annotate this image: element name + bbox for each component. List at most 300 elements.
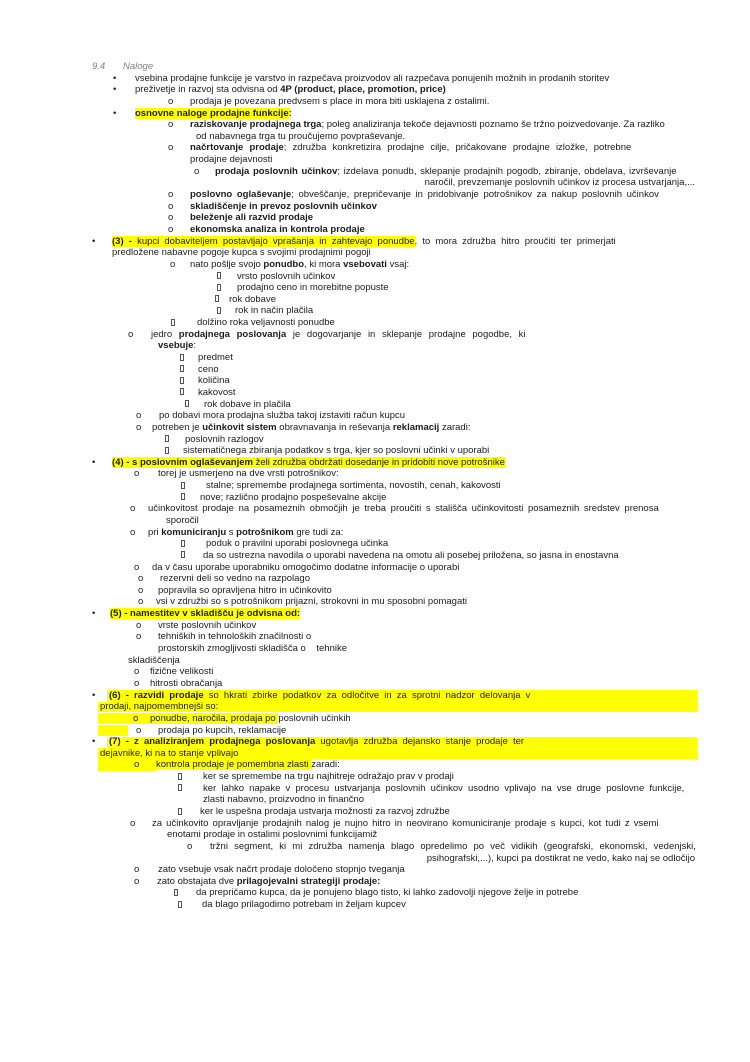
text-line	[0, 305, 750, 317]
circle-marker: o	[130, 817, 136, 829]
text-run: učinkovitost prodaje na posameznih območjih je treba proučiti s stališča učinkovitosti posameznih sredstev prenosa	[148, 503, 659, 515]
circle-marker: o	[138, 584, 144, 596]
text-line	[0, 73, 750, 85]
text-run: količina	[198, 375, 230, 387]
text-run: poslovnih učinkih	[278, 712, 351, 724]
circle-marker: o	[130, 526, 136, 538]
line-text	[167, 829, 377, 841]
circle-marker: o	[138, 596, 144, 608]
text-line	[0, 841, 750, 853]
line-text	[190, 119, 665, 131]
empty-box-bullet-icon	[180, 364, 184, 376]
line-text	[190, 212, 313, 224]
circle-marker: o	[168, 142, 174, 154]
text-line	[0, 678, 750, 690]
line-text	[206, 538, 388, 550]
text-run: tržni segment, ki mi združba namenja blago opredelimo po več vidikih (geografski, ekonomski, vedenjski,	[210, 840, 696, 852]
line-text	[152, 562, 459, 574]
text-run: , ki mora	[304, 258, 344, 270]
text-run: naročil, prevzemanje poslovnih učinkov iz procesa ustvarjanja,...	[424, 177, 695, 189]
circle-marker: o	[168, 200, 174, 212]
line-text	[190, 201, 377, 213]
text-run: preživetje in razvoj sta odvisna od	[135, 84, 281, 96]
highlighted-text-run: poslovnim oglaševanjem	[139, 456, 253, 468]
text-line	[0, 84, 750, 96]
text-run: (7) - z analiziranjem prodajnega poslovanja	[109, 736, 316, 748]
text-line	[0, 96, 750, 108]
text-run: stalne; spremembe prodajnega sortimenta, novostih, cenah, kakovosti	[206, 480, 501, 492]
text-run: rezervni deli so vedno na razpolago	[160, 573, 310, 585]
line-text	[190, 189, 659, 201]
bullet-marker: •	[92, 689, 96, 701]
text-run: vsaj:	[386, 258, 410, 270]
text-run: ponudbo	[263, 258, 305, 270]
empty-box-bullet-icon	[215, 294, 219, 306]
line-text	[203, 771, 454, 783]
text-run: prodaji, najpomembnejši so:	[100, 701, 219, 713]
text-run: dolžino roka veljavnosti ponudbe	[197, 317, 335, 329]
line-text	[152, 818, 659, 830]
line-text	[156, 759, 340, 771]
line-text	[158, 643, 347, 655]
text-run: da prepričamo kupca, da je ponujeno blago tisto, ki lahko zadovolji njegove želje in potrebe	[196, 887, 579, 899]
empty-box-bullet-icon	[180, 387, 184, 399]
document-body	[0, 61, 750, 911]
line-text	[196, 131, 405, 143]
text-run: psihografski,...), kupci pa dostikrat ne vedo, kako naj se odločijo	[426, 852, 695, 864]
text-run: za učinkovito opravljanje prodajnih nalog je nujno hitro in neovirano komuniciranje prodaje s kupci, kot tudi z vsemi	[152, 817, 659, 829]
circle-marker: o	[128, 328, 134, 340]
section-number: 9.4	[92, 61, 106, 72]
text-run: 4P (product, place, promotion, price)	[280, 84, 446, 96]
line-text	[148, 503, 659, 515]
text-run: da blago prilagodimo potrebam in željam kupcev	[202, 899, 406, 911]
line-text	[150, 666, 213, 678]
line-text	[206, 480, 501, 492]
text-line	[0, 177, 750, 189]
text-line	[0, 201, 750, 213]
text-run: ; poleg analiziranja tekoče dejavnosti poznamo še tržno poizvedovanje. Za razliko	[321, 119, 665, 131]
line-text	[109, 690, 530, 702]
text-run: načrtovanje prodaje	[190, 142, 284, 154]
text-run: prodaja je povezana predvsem s place in mora biti usklajena z ostalimi.	[190, 95, 490, 107]
text-run: poslovno oglaševanje	[190, 189, 292, 201]
line-text	[110, 608, 300, 620]
circle-marker: o	[138, 573, 144, 585]
line-text	[158, 585, 332, 597]
text-line	[0, 887, 750, 899]
circle-marker: o	[170, 258, 176, 270]
text-run: nato pošlje svojo	[190, 258, 264, 270]
text-line	[0, 701, 750, 713]
text-run: beleženje ali razvid prodaje	[190, 212, 314, 224]
text-run: :	[288, 107, 292, 119]
line-text	[158, 725, 286, 737]
text-line	[0, 713, 750, 725]
line-text	[235, 305, 313, 317]
line-text	[198, 364, 219, 376]
text-line	[0, 410, 750, 422]
line-text	[112, 457, 505, 469]
empty-box-bullet-icon	[217, 271, 221, 283]
circle-marker: o	[136, 410, 142, 422]
empty-box-bullet-icon	[178, 771, 182, 783]
line-text	[203, 783, 684, 795]
empty-box-bullet-icon	[181, 550, 185, 562]
text-run: ker se spremembe na trgu najhitreje odražajo prav v prodaji	[203, 771, 454, 783]
text-run: zato vsebuje vsak načrt prodaje določeno stopnjo tveganja	[158, 864, 405, 876]
circle-marker: o	[194, 165, 200, 177]
line-text	[152, 422, 470, 434]
circle-marker: o	[133, 712, 139, 724]
line-text	[166, 515, 199, 527]
bullet-marker: •	[92, 608, 96, 620]
empty-box-bullet-icon	[181, 492, 185, 504]
empty-box-bullet-icon	[174, 887, 178, 899]
line-text	[237, 282, 389, 294]
text-run: sistematičnega zbiranja podatkov s trga, kjer so poslovni učinki v uporabi	[183, 445, 490, 457]
text-line	[0, 806, 750, 818]
circle-marker: o	[134, 864, 140, 876]
line-text	[109, 736, 524, 748]
line-text	[158, 340, 196, 352]
line-text	[427, 853, 695, 865]
text-line	[0, 538, 750, 550]
line-text	[185, 434, 264, 446]
line-text	[112, 247, 371, 259]
text-run: vrsto poslovnih učinkov	[237, 270, 336, 282]
text-line	[0, 259, 750, 271]
highlighted-text-run: ponudbe, naročila, prodaja po	[150, 712, 279, 724]
empty-box-bullet-icon	[181, 480, 185, 492]
text-line	[0, 468, 750, 480]
text-line	[0, 224, 750, 236]
text-run: enotami prodaje in ostalimi poslovnimi funkcijamiž	[167, 829, 378, 841]
text-run: zaradi:	[439, 421, 471, 433]
text-line	[0, 131, 750, 143]
text-run: ker lahko napake v procesu ustvarjanja poslovnih učinkov usodno vplivajo na vse druge poslovne funkcije,	[203, 782, 685, 794]
circle-marker: o	[134, 468, 140, 480]
empty-box-bullet-icon	[178, 783, 182, 795]
line-text	[158, 631, 311, 643]
text-run: prodajnega poslovanja	[178, 328, 287, 340]
text-run: , to mora združba hitro proučiti ter primerjati	[414, 235, 616, 247]
text-line	[0, 329, 750, 341]
text-run: zaradi:	[311, 759, 340, 771]
line-text	[135, 84, 446, 96]
text-run: popravila so opravljena hitro in učinkovito	[158, 584, 332, 596]
text-line	[0, 282, 750, 294]
text-line	[0, 585, 750, 597]
line-text	[237, 271, 335, 283]
line-text	[198, 387, 236, 399]
empty-box-bullet-icon	[178, 899, 182, 911]
text-run: vsebuje	[158, 340, 194, 352]
text-run: dejavnike, ki na to stanje vplivajo	[100, 747, 239, 759]
line-text	[159, 410, 405, 422]
text-run: prodajno ceno in morebitne popuste	[237, 282, 389, 294]
circle-marker: o	[134, 759, 140, 771]
line-text	[229, 294, 276, 306]
circle-marker: o	[130, 503, 136, 515]
text-line	[0, 212, 750, 224]
circle-marker: o	[134, 666, 140, 678]
text-line	[0, 631, 750, 643]
text-line	[0, 550, 750, 562]
line-text	[425, 177, 695, 189]
line-text	[210, 841, 696, 853]
text-run: vsi v združbi so s potrošnikom prijazni, strokovni in mu sposobni pomagati	[156, 596, 467, 608]
empty-box-bullet-icon	[171, 317, 175, 329]
text-line	[0, 608, 750, 620]
line-text	[158, 864, 405, 876]
line-text	[100, 748, 238, 760]
line-text	[190, 259, 409, 271]
bullet-marker: •	[113, 72, 117, 84]
text-line	[0, 503, 750, 515]
highlighted-text-run: kontrola prodaje je pomembna zlasti	[156, 759, 312, 771]
line-text	[204, 399, 291, 411]
circle-marker: o	[136, 724, 142, 736]
line-text	[135, 108, 292, 120]
line-text	[150, 713, 351, 725]
text-line	[0, 596, 750, 608]
circle-marker: o	[168, 189, 174, 201]
bullet-marker: •	[113, 107, 117, 119]
circle-marker: o	[134, 875, 140, 887]
text-line	[0, 515, 750, 527]
text-run: vsebovati	[343, 258, 387, 270]
circle-marker: o	[134, 561, 140, 573]
highlighted-text-run: (5) - namestitev v skladišču je odvisna od:	[110, 608, 301, 620]
text-line	[0, 829, 750, 841]
empty-box-bullet-icon	[185, 399, 189, 411]
text-line	[0, 759, 750, 771]
highlighted-text-run: kupci dobaviteljem postavljajo vprašanja in zahtevajo ponudbe	[137, 235, 415, 247]
line-text	[157, 876, 380, 888]
highlighted-text-run: (4) - s	[112, 456, 140, 468]
text-run: hitrosti obračanja	[150, 677, 223, 689]
text-run: obravnavanja in reševanja	[276, 421, 393, 433]
text-run: rok dobave	[229, 293, 277, 305]
line-text	[203, 550, 619, 562]
text-run: Naloge	[123, 61, 154, 72]
text-line	[0, 794, 750, 806]
text-run: prodaja poslovnih učinkov	[215, 165, 338, 177]
text-run: vrste poslovnih učinkov	[158, 619, 257, 631]
highlighted-text-run: osnovne naloge prodajne funkcije	[135, 107, 289, 119]
text-line	[0, 725, 750, 737]
empty-box-bullet-icon	[180, 375, 184, 387]
text-run: od nabavnega trga tu proučujemo povpraševanje.	[196, 130, 406, 142]
text-run: tehniških in tehnoloških značilnosti o	[158, 631, 312, 643]
line-text	[200, 492, 386, 504]
text-run: kakovost	[198, 386, 236, 398]
text-line	[0, 480, 750, 492]
bullet-marker: •	[92, 736, 96, 748]
text-line	[0, 562, 750, 574]
text-run: zlasti nabavno, proizvodno in finančno	[203, 794, 365, 806]
text-run: prodaja po kupcih, reklamacije	[158, 724, 287, 736]
line-text	[160, 573, 310, 585]
line-text	[135, 73, 609, 85]
text-line	[0, 748, 750, 760]
text-run: ekonomska analiza in kontrola prodaje	[190, 223, 365, 235]
text-run: (6) - razvidi prodaje	[109, 689, 204, 701]
circle-marker: o	[134, 677, 140, 689]
line-text	[100, 701, 218, 713]
section-heading	[0, 61, 750, 73]
text-run: so hkrati zbirke podatkov za odločitve in za sprotni nadzor delovanja v	[203, 689, 531, 701]
text-run: rok in način plačila	[235, 305, 314, 317]
section-title	[123, 61, 153, 73]
line-text	[151, 329, 526, 341]
text-line	[0, 142, 750, 154]
text-run: torej je usmerjeno na dve vrsti potrošnikov:	[158, 468, 339, 480]
text-run: po dobavi mora prodajna služba takoj izstaviti račun kupcu	[159, 410, 406, 422]
text-run: jedro	[151, 328, 179, 340]
circle-marker: o	[136, 631, 142, 643]
text-line	[0, 271, 750, 283]
line-text	[190, 96, 489, 108]
text-line	[0, 492, 750, 504]
text-run: prilagojevalni strategiji prodaje:	[236, 875, 381, 887]
text-run: reklamacij	[392, 421, 440, 433]
line-text	[202, 899, 406, 911]
text-line	[0, 573, 750, 585]
text-run: komuniciranju	[161, 526, 227, 538]
text-run: učinkovit sistem	[202, 421, 277, 433]
text-line	[0, 422, 750, 434]
highlight-bar	[98, 713, 152, 724]
line-text	[196, 887, 578, 899]
circle-marker: o	[136, 619, 142, 631]
text-line	[0, 189, 750, 201]
line-text	[158, 620, 256, 632]
text-run: :	[193, 340, 197, 352]
text-run: prostorskih zmogljivosti skladišča o tehnike	[158, 643, 348, 655]
line-text	[190, 142, 631, 154]
empty-box-bullet-icon	[165, 434, 169, 446]
text-line	[0, 457, 750, 469]
text-run: raziskovanje prodajnega trga	[190, 119, 322, 131]
text-line	[0, 818, 750, 830]
text-run: ker le uspešna prodaja ustvarja možnosti za razvoj združbe	[200, 806, 450, 817]
text-run: vsebina prodajne funkcije je varstvo in razpečava proizvodov ali razpečava ponujenih možnih in prodanih storitev	[135, 72, 610, 84]
text-line	[0, 620, 750, 632]
empty-box-bullet-icon	[165, 445, 169, 457]
text-run: nove; različno prodajno pospeševalne akcije	[200, 491, 387, 503]
text-line	[0, 527, 750, 539]
line-text	[200, 806, 450, 818]
text-line	[0, 783, 750, 795]
circle-marker: o	[168, 95, 174, 107]
text-line	[0, 445, 750, 457]
text-run: sporočil	[166, 514, 199, 526]
text-run: predmet	[198, 352, 233, 364]
bullet-marker: •	[92, 456, 96, 468]
line-text	[128, 655, 180, 667]
line-text	[190, 154, 272, 166]
bullet-marker: •	[113, 84, 117, 96]
circle-marker: o	[168, 119, 174, 131]
text-line	[0, 864, 750, 876]
text-line	[0, 853, 750, 865]
text-run: da v času uporabe uporabniku omogočimo dodatne informacije o uporabi	[152, 561, 460, 573]
line-text	[190, 224, 365, 236]
line-text	[112, 236, 616, 248]
text-run: zato obstajata dve	[157, 875, 237, 887]
text-run: ceno	[198, 363, 219, 375]
highlight-bar	[98, 760, 156, 771]
line-text	[158, 468, 339, 480]
text-line	[0, 108, 750, 120]
text-line	[0, 294, 750, 306]
empty-box-bullet-icon	[217, 305, 221, 317]
text-line	[0, 364, 750, 376]
text-run: ; izdelava ponudb, sklepanje prodajnih pogodb, zbiranje, obdelava, izvrševanje	[337, 165, 677, 177]
text-run: ; združba konkretizira prodajne cilje, pričakovane prodajne izložke, potrebne	[283, 142, 632, 154]
text-run: poduk o pravilni uporabi poslovnega učinka	[206, 538, 389, 550]
text-line	[0, 375, 750, 387]
text-line	[0, 317, 750, 329]
text-run: predložene nabavne pogoje kupca s svojimi prodajnimi pogoji	[112, 247, 371, 259]
text-line	[0, 434, 750, 446]
line-text	[215, 166, 677, 178]
line-text	[198, 375, 230, 387]
text-run: s	[226, 526, 237, 538]
text-run: poslovnih razlogov	[185, 433, 264, 445]
line-text	[148, 527, 343, 539]
text-line	[0, 236, 750, 248]
text-run: prodajne dejavnosti	[190, 154, 273, 166]
line-text	[183, 445, 489, 457]
text-line	[0, 643, 750, 655]
empty-box-bullet-icon	[181, 538, 185, 550]
circle-marker: o	[136, 421, 142, 433]
line-text	[150, 678, 222, 690]
text-run: ugotavlja združba dejansko stanje prodaje ter	[315, 736, 525, 748]
highlighted-text-run: (3) -	[112, 235, 138, 247]
line-text	[156, 596, 467, 608]
circle-marker: o	[168, 223, 174, 235]
text-line	[0, 690, 750, 702]
empty-box-bullet-icon	[180, 352, 184, 364]
text-line	[0, 154, 750, 166]
text-run: rok dobave in plačila	[204, 398, 291, 410]
text-line	[0, 655, 750, 667]
text-line	[0, 771, 750, 783]
text-line	[0, 247, 750, 259]
text-line	[0, 119, 750, 131]
highlight-bar	[98, 725, 128, 736]
text-run: gre tudi za:	[293, 526, 344, 538]
text-line	[0, 166, 750, 178]
highlighted-text-run: želi združba obdržati dosedanje in pridobiti nove potrošnike	[252, 456, 505, 468]
circle-marker: o	[168, 212, 174, 224]
empty-box-bullet-icon	[178, 806, 182, 818]
empty-box-bullet-icon	[217, 282, 221, 294]
line-text	[203, 794, 364, 806]
bullet-marker: •	[92, 235, 96, 247]
line-text	[198, 352, 233, 364]
text-run: je dogovarjanje in sklepanje prodajne pogodbe, ki	[286, 328, 526, 340]
text-line	[0, 340, 750, 352]
text-line	[0, 387, 750, 399]
text-line	[0, 666, 750, 678]
text-line	[0, 736, 750, 748]
text-line	[0, 876, 750, 888]
